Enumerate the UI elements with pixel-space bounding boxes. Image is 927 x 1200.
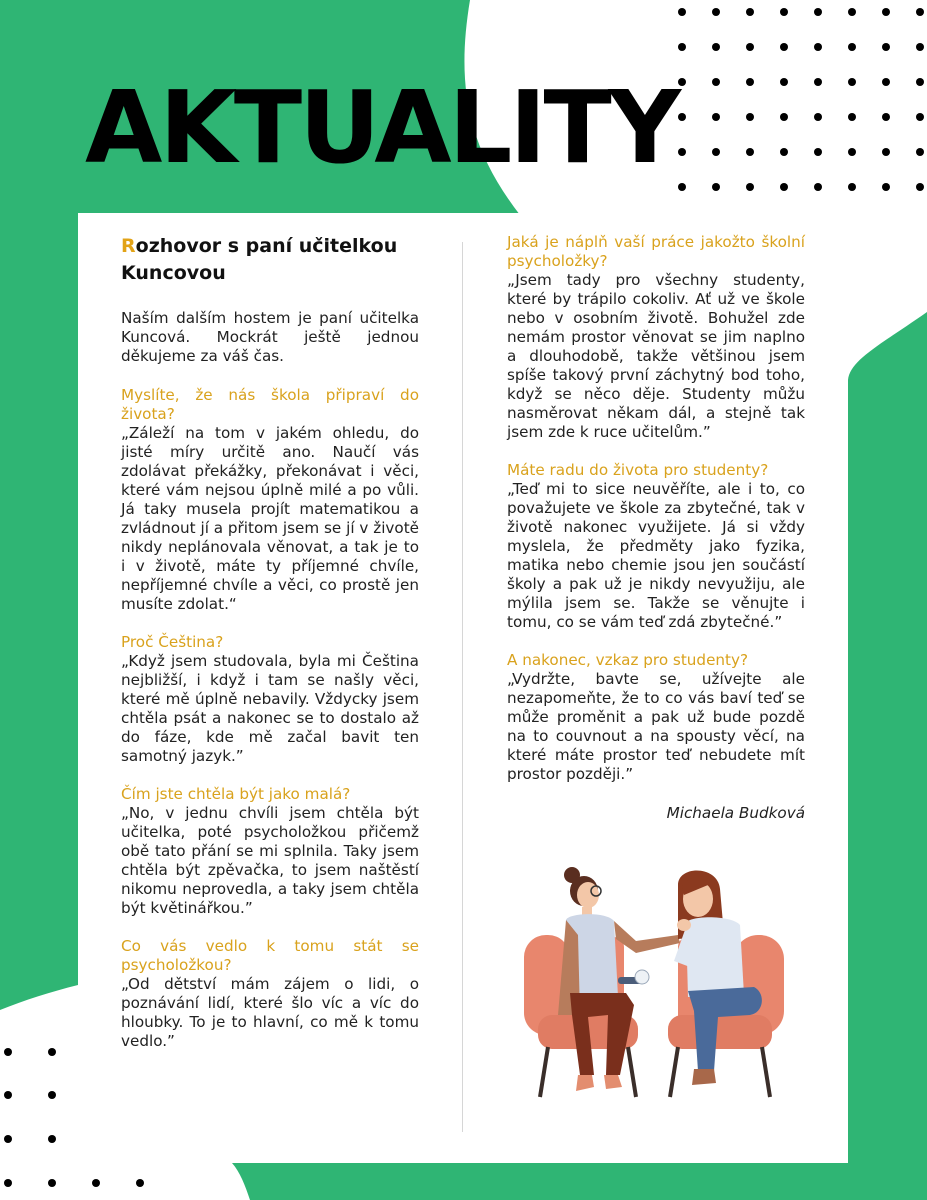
qa-block	[121, 633, 419, 766]
green-blob-right	[848, 312, 927, 1163]
green-strip-left	[0, 215, 78, 1010]
qa-block	[121, 386, 419, 614]
woman-left	[558, 867, 680, 1091]
question: Čím jste chtěla být jako malá?	[121, 785, 351, 803]
article-title	[121, 233, 419, 287]
answer: „Od dětství mám zájem o lidi, o poznávání lidí, které šlo víc a víc do hloubky. To je to hlavní, co mě k tomu vedlo.”	[121, 975, 419, 1050]
dot-grid-top-right	[670, 0, 927, 200]
qa-block	[121, 937, 419, 1051]
article-column-right	[507, 233, 805, 838]
question: Máte radu do života pro studenty?	[507, 461, 769, 479]
column-divider	[462, 242, 463, 1132]
green-band-bottom	[232, 1163, 927, 1200]
title-initial: R	[121, 235, 136, 257]
answer: „Když jsem studovala, byla mi Čeština nejbližší, i když i tam se našly věci, které mě úplně nebavily. Vždycky jsem chtěla psát a nakonec se to dostalo až do fáze, kde mě začal bavit ten samotný jazyk.”	[121, 652, 419, 765]
question: Jaká je náplň vaší práce jakožto školní psycholožky?	[507, 233, 805, 270]
qa-block	[507, 233, 805, 442]
question: Myslíte, že nás škola připraví do života?	[121, 386, 419, 423]
qa-block	[121, 785, 419, 918]
title-text: ozhovor s paní učitelkou Kuncovou	[121, 235, 398, 284]
question: Proč Čeština?	[121, 633, 224, 651]
question: A nakonec, vzkaz pro studenty?	[507, 651, 749, 669]
answer: „Záleží na tom v jakém ohledu, do jisté míry určitě ano. Naučí vás zdolávat překážky, překonávat i věci, které vám nejsou úplně milé a po vůli. Já taky musela projít matematikou a zvládnout jí a přitom jsem se jí v životě nikdy neplánovala věnovat, a tak je to i v životě, máte ty příjemné chvíle, nepříjemné chvíle a věci, co prostě jen musíte zdolat.“	[121, 424, 419, 613]
conversation-illustration	[518, 865, 790, 1105]
answer: „Vydržte, bavte se, užívejte ale nezapomeňte, že to co vás baví teď se může proměnit a pak už bude pozdě na to couvnout a na spousty věcí, na které máte prostor teď nebudete mít prostor později.”	[507, 670, 805, 783]
qa-block	[507, 461, 805, 632]
article-author: Michaela Budková	[666, 804, 805, 822]
answer: „Jsem tady pro všechny studenty, které by trápilo cokoliv. Ať už ve škole nebo v osobním životě. Bohužel zde nemám prostor věnovat se jim naplno a dlouhodobě, takže většinou jsem spíše takový první záchytný bod toho, když se něco děje. Studenty můžu nasměrovat někam dál, a stejně tak jsem zde k ruce učitelům.”	[507, 271, 805, 441]
page-title: AKTUALITY	[85, 69, 679, 186]
article-column-left	[121, 233, 419, 1070]
qa-block	[507, 651, 805, 784]
question: Co vás vedlo k tomu stát se psycholožkou?	[121, 937, 419, 974]
article-intro: Naším dalším hostem je paní učitelka Kuncová. Mockrát ještě jednou děkujeme za váš čas.	[121, 309, 419, 365]
answer: „Teď mi to sice neuvěříte, ale i to, co považujete ve škole za zbytečné, tak v životě nakonec využijete. Já si vždy myslela, že předměty jako fyzika, matika nebo chemie jsou jen součástí školy a pak už je nikdy nevyužiju, ale mýlila jsem se. Takže se věnujte i tomu, co se vám teď zdá zbytečné.”	[507, 480, 805, 631]
answer: „No, v jednu chvíli jsem chtěla být učitelka, poté psycholožkou přičemž obě tato přání se mi splnila. Taky jsem chtěla být zpěvačka, to jsem naštěstí nikomu neprovedla, a taky jsem chtěla být květinářkou.”	[121, 804, 419, 917]
